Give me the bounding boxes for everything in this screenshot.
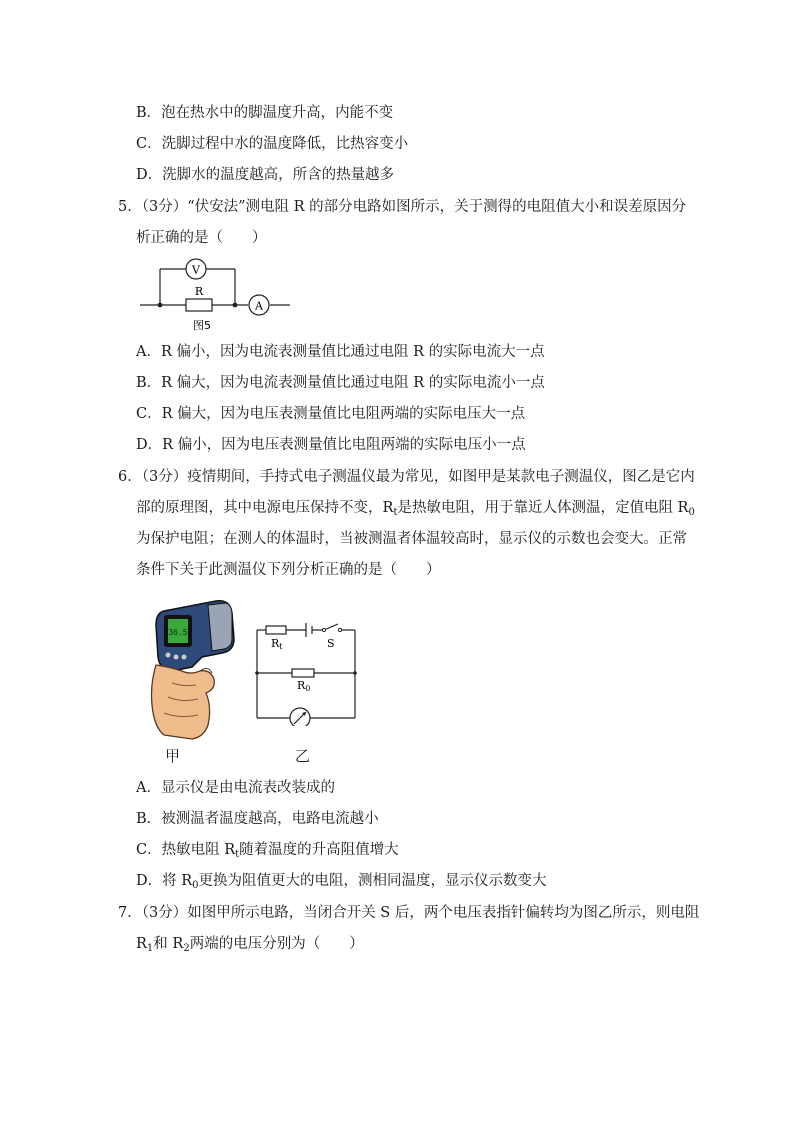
q5-option-a: A．R 偏小，因为电流表测量值比通过电阻 R 的实际电流大一点	[136, 344, 545, 360]
q6-stem-line1: 6．（3分）疫情期间，手持式电子测温仪最为常见，如图甲是某款电子测温仪，图乙是它内	[118, 469, 695, 485]
q5-stem-line2: 析正确的是（ ）	[136, 230, 267, 246]
q4-option-b: B．泡在热水中的脚温度升高，内能不变	[136, 105, 394, 121]
q7-stem-line1: 7．（3分）如图甲所示电路，当闭合开关 S 后，两个电压表指针偏转均为图乙所示，则电阻	[118, 905, 700, 921]
q5-circuit-diagram	[140, 255, 300, 335]
rt-label: Rt	[271, 637, 283, 651]
figure-label-jia: 甲	[165, 747, 181, 765]
figure-label-yi: 乙	[295, 747, 311, 765]
q6-option-b: B．被测温者温度越高，电路电流越小	[136, 811, 379, 827]
q6-stem-line3: 为保护电阻；在测人的体温时，当被测温者体温较高时，显示仪的示数也会变大。正常	[136, 531, 687, 547]
q4-option-d: D．洗脚水的温度越高，所含的热量越多	[136, 167, 395, 183]
ammeter-label: A	[255, 299, 263, 313]
q5-option-c: C．R 偏大，因为电压表测量值比电阻两端的实际电压大一点	[136, 406, 526, 422]
voltmeter-label: V	[192, 263, 200, 277]
q6-circuit-diagram	[250, 618, 362, 726]
q6-option-d: D．将 $R_0$更换为阻值更大的电阻，测相同温度，显示仪示数变大	[136, 873, 547, 891]
q6-stem-line2: 部的原理图，其中电源电压保持不变，$R_t$是热敏电阻，用于靠近人体测温，定值电阻 $R_0$	[136, 500, 695, 518]
thermometer-gun-image	[142, 595, 242, 745]
q6-stem-line4: 条件下关于此测温仪下列分析正确的是（ ）	[136, 562, 441, 578]
q5-stem-line1: 5．（3分）“伏安法”测电阻 R 的部分电路如图所示，关于测得的电阻值大小和误差原因分	[118, 199, 687, 215]
r0-label: R0	[297, 679, 311, 693]
q4-option-c: C．洗脚过程中水的温度降低，比热容变小	[136, 136, 409, 152]
switch-label: S	[327, 637, 335, 650]
q6-option-c: C．热敏电阻 $R_t$随着温度的升高阻值增大	[136, 842, 399, 860]
q7-stem-line2: $R_1$和 $R_2$两端的电压分别为（ ）	[136, 936, 364, 954]
q5-option-b: B．R 偏大，因为电流表测量值比通过电阻 R 的实际电流小一点	[136, 375, 545, 391]
q6-option-a: A．显示仪是由电流表改装成的	[136, 780, 335, 796]
figure-caption: 图5	[193, 319, 211, 332]
resistor-label: R	[194, 285, 204, 298]
thermometer-screen-reading: 36.5	[168, 628, 188, 637]
q5-option-d: D．R 偏小，因为电压表测量值比电阻两端的实际电压小一点	[136, 437, 526, 453]
